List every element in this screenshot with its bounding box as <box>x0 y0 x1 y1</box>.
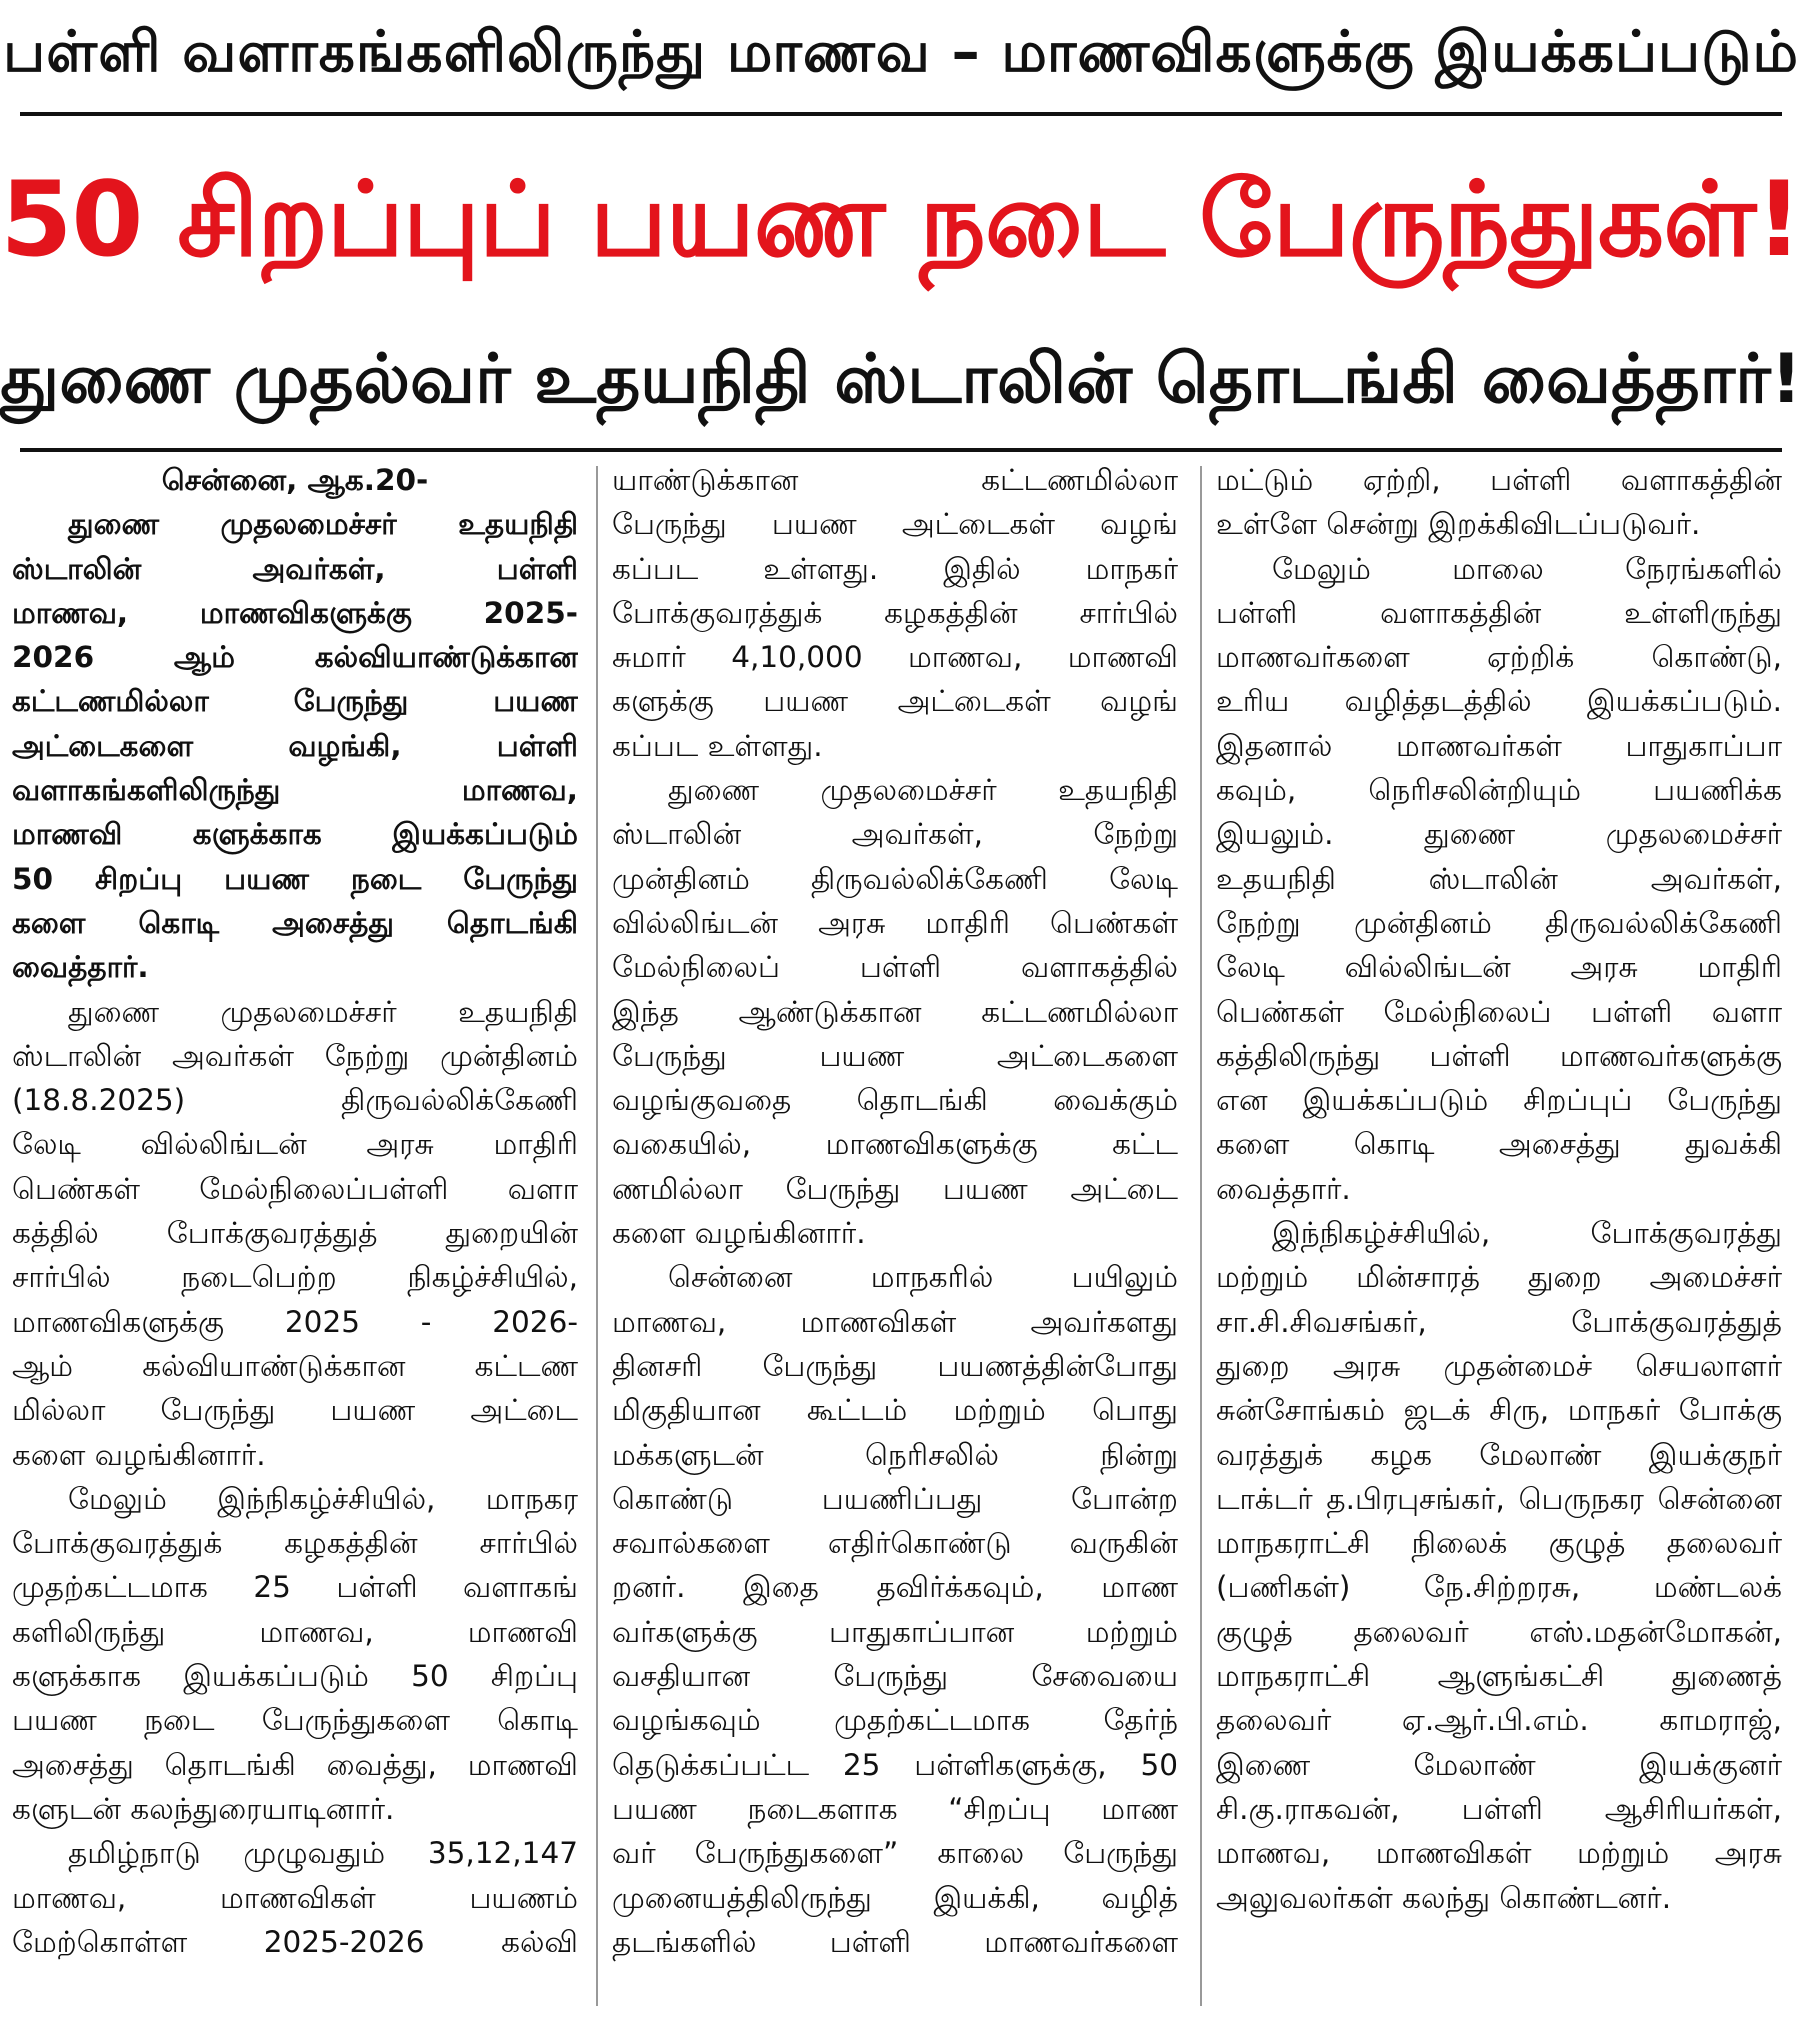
text-line: கட்டணமில்லா பேருந்து பயண <box>12 684 578 719</box>
text-line: பயண நடை பேருந்துகளை கொடி <box>12 1703 578 1738</box>
text-line: கப்பட உள்ளது. <box>612 728 823 763</box>
text-line: அலுவலர்கள் கலந்து கொண்டனர். <box>1216 1880 1672 1915</box>
text-line: பேருந்து பயண அட்டைகள் வழங் <box>612 507 1178 542</box>
text-line: கத்தில் போக்குவரத்துத் துறையின் <box>12 1216 578 1251</box>
text-line: இயலும். துணை முதலமைச்சர் <box>1216 817 1782 852</box>
text-line: ஆம் கல்வியாண்டுக்கான கட்டண <box>12 1348 578 1383</box>
text-line: மேற்கொள்ள 2025-2026 கல்வி <box>12 1924 578 1959</box>
text-line: போக்குவரத்துக் கழகத்தின் சார்பில் <box>612 595 1178 630</box>
text-line: சுமார் 4,10,000 மாணவ, மாணவி <box>612 640 1178 675</box>
text-line: சி.கு.ராகவன், பள்ளி ஆசிரியர்கள், <box>1216 1791 1782 1826</box>
dateline: சென்னை, ஆக.20- <box>161 463 429 497</box>
text-line: வில்லிங்டன் அரசு மாதிரி பெண்கள் <box>612 905 1178 940</box>
text-line: மாணவ, மாணவிகள் அவர்களது <box>612 1304 1178 1339</box>
text-line: துறை அரசு முதன்மைச் செயலாளர் <box>1216 1348 1782 1383</box>
text-line: டாக்டர் த.பிரபுசங்கர், பெருநகர சென்னை <box>1216 1481 1782 1516</box>
text-line: அசைத்து தொடங்கி வைத்து, மாணவி <box>12 1747 578 1782</box>
text-line: ஸ்டாலின் அவர்கள், நேற்று <box>612 817 1178 852</box>
text-line: மேல்நிலைப் பள்ளி வளாகத்தில் <box>612 950 1178 985</box>
text-line: பேருந்து பயண அட்டைகளை <box>612 1038 1178 1073</box>
text-line: முனையத்திலிருந்து இயக்கி, வழித் <box>612 1880 1178 1915</box>
text-line: சென்னை மாநகரில் பயிலும் <box>668 1260 1178 1295</box>
text-line: களை கொடி அசைத்து துவக்கி <box>1216 1127 1782 1162</box>
text-line: உதயநிதி ஸ்டாலின் அவர்கள், <box>1216 861 1782 896</box>
text-line: என இயக்கப்படும் சிறப்புப் பேருந்து <box>1216 1083 1782 1118</box>
text-line: மாநகராட்சி ஆளுங்கட்சி துணைத் <box>1216 1659 1782 1694</box>
text-line: இதனால் மாணவர்கள் பாதுகாப்பா <box>1216 728 1782 763</box>
text-line: லேடி வில்லிங்டன் அரசு மாதிரி <box>12 1127 578 1162</box>
text-line: மாணவ, மாணவிகள் மற்றும் அரசு <box>1216 1836 1782 1871</box>
column-divider <box>596 466 598 2006</box>
text-line: மாணவிகளுக்கு 2025 - 2026- <box>12 1304 578 1339</box>
text-line: வர்களுக்கு பாதுகாப்பான மற்றும் <box>612 1614 1178 1649</box>
text-line: யாண்டுக்கான கட்டணமில்லா <box>612 463 1178 497</box>
text-line: லேடி வில்லிங்டன் அரசு மாதிரி <box>1216 950 1782 985</box>
text-line: களை வழங்கினார். <box>12 1437 266 1472</box>
header-divider <box>20 448 1782 452</box>
text-line: வளாகங்களிலிருந்து மாணவ, <box>12 773 578 808</box>
text-line: அட்டைகளை வழங்கி, பள்ளி <box>12 728 578 763</box>
text-line: முன்தினம் திருவல்லிக்கேணி லேடி <box>612 861 1178 896</box>
text-line: போக்குவரத்துக் கழகத்தின் சார்பில் <box>12 1526 578 1561</box>
subheadline: துணை முதல்வர் உதயநிதி ஸ்டாலின் தொடங்கி வைத்தார்! <box>0 340 1802 419</box>
text-line: பெண்கள் மேல்நிலைப் பள்ளி வளா <box>1216 994 1782 1029</box>
text-line: களிலிருந்து மாணவ, மாணவி <box>12 1614 578 1649</box>
article-column-2 <box>612 458 1178 2014</box>
text-line: களுக்காக இயக்கப்படும் 50 சிறப்பு <box>12 1659 578 1694</box>
text-line: வைத்தார். <box>12 950 149 985</box>
text-line: மில்லா பேருந்து பயண அட்டை <box>12 1393 578 1428</box>
text-line: சா.சி.சிவசங்கர், போக்குவரத்துத் <box>1216 1304 1782 1339</box>
text-line: (18.8.2025) திருவல்லிக்கேணி <box>12 1083 578 1118</box>
text-line: துணை முதலமைச்சர் உதயநிதி <box>68 507 578 542</box>
text-line: மாநகராட்சி நிலைக் குழுத் தலைவர் <box>1216 1526 1782 1561</box>
text-line: மேலும் மாலை நேரங்களில் <box>1272 551 1782 586</box>
text-line: முதற்கட்டமாக 25 பள்ளி வளாகங் <box>12 1570 578 1605</box>
text-line: றனர். இதை தவிர்க்கவும், மாண <box>612 1570 1178 1605</box>
text-line: பெண்கள் மேல்நிலைப்பள்ளி வளா <box>12 1171 578 1206</box>
text-line: கப்பட உள்ளது. இதில் மாநகர் <box>612 551 1178 586</box>
text-line: மேலும் இந்நிகழ்ச்சியில், மாநகர <box>68 1481 578 1516</box>
text-line: ணமில்லா பேருந்து பயண அட்டை <box>612 1171 1178 1206</box>
text-line: மாணவ, மாணவிகள் பயணம் <box>12 1880 578 1915</box>
text-line: சவால்களை எதிர்கொண்டு வருகின் <box>612 1526 1178 1561</box>
text-line: பயண நடைகளாக “சிறப்பு மாண <box>612 1791 1178 1826</box>
text-line: களுக்கு பயண அட்டைகள் வழங் <box>612 684 1178 719</box>
text-line: மாணவர்களை ஏற்றிக் கொண்டு, <box>1216 640 1782 675</box>
text-line: மட்டும் ஏற்றி, பள்ளி வளாகத்தின் <box>1216 463 1782 497</box>
headline: 50 சிறப்புப் பயண நடை பேருந்துகள்! <box>0 160 1802 280</box>
text-line: வழங்குவதை தொடங்கி வைக்கும் <box>612 1083 1178 1118</box>
text-line: பள்ளி வளாகத்தின் உள்ளிருந்து <box>1216 595 1782 630</box>
text-line: சுன்சோங்கம் ஜடக் சிரு, மாநகர் போக்கு <box>1216 1393 1782 1428</box>
text-line: ஸ்டாலின் அவர்கள், பள்ளி <box>12 551 578 586</box>
top-divider <box>20 112 1782 116</box>
text-line: துணை முதலமைச்சர் உதயநிதி <box>668 773 1178 808</box>
text-line: இந்நிகழ்ச்சியில், போக்குவரத்து <box>1272 1216 1782 1251</box>
text-line: 2026 ஆம் கல்வியாண்டுக்கான <box>12 640 578 675</box>
text-line: 50 சிறப்பு பயண நடை பேருந்து <box>12 861 578 896</box>
text-line: கொண்டு பயணிப்பது போன்ற <box>612 1481 1178 1516</box>
text-line: உள்ளே சென்று இறக்கிவிடப்படுவர். <box>1216 507 1701 542</box>
text-line: துணை முதலமைச்சர் உதயநிதி <box>68 994 578 1029</box>
text-line: மற்றும் மின்சாரத் துறை அமைச்சர் <box>1216 1260 1782 1295</box>
article-column-3 <box>1216 458 1782 2014</box>
text-line: தலைவர் ஏ.ஆர்.பி.எம். காமராஜ், <box>1216 1703 1782 1738</box>
text-line: சார்பில் நடைபெற்ற நிகழ்ச்சியில், <box>12 1260 578 1295</box>
text-line: கவும், நெரிசலின்றியும் பயணிக்க <box>1216 773 1782 808</box>
text-line: மாணவ, மாணவிகளுக்கு 2025- <box>12 595 578 630</box>
text-line: வழங்கவும் முதற்கட்டமாக தேர்ந் <box>612 1703 1178 1738</box>
text-line: களுடன் கலந்துரையாடினார். <box>12 1791 395 1826</box>
text-line: வசதியான பேருந்து சேவையை <box>612 1659 1178 1694</box>
text-line: களை கொடி அசைத்து தொடங்கி <box>12 905 578 940</box>
text-line: களை வழங்கினார். <box>612 1216 866 1251</box>
text-line: உரிய வழித்தடத்தில் இயக்கப்படும். <box>1216 684 1782 719</box>
text-line: மாணவி களுக்காக இயக்கப்படும் <box>12 817 578 852</box>
text-line: வகையில், மாணவிகளுக்கு கட்ட <box>612 1127 1178 1162</box>
text-line: தெடுக்கப்பட்ட 25 பள்ளிகளுக்கு, 50 <box>612 1747 1178 1782</box>
text-line: (பணிகள்) நே.சிற்றரசு, மண்டலக் <box>1216 1570 1782 1605</box>
text-line: வைத்தார். <box>1216 1171 1351 1206</box>
text-line: மிகுதியான கூட்டம் மற்றும் பொது <box>612 1393 1178 1428</box>
article-column-1 <box>12 458 578 2014</box>
text-line: தமிழ்நாடு முழுவதும் 35,12,147 <box>68 1836 578 1871</box>
text-line: தினசரி பேருந்து பயணத்தின்போது <box>612 1348 1178 1383</box>
text-line: வர் பேருந்துகளை” காலை பேருந்து <box>612 1836 1178 1871</box>
text-line: இணை மேலாண் இயக்குனர் <box>1216 1747 1782 1782</box>
text-line: ஸ்டாலின் அவர்கள் நேற்று முன்தினம் <box>12 1038 578 1073</box>
text-line: வரத்துக் கழக மேலாண் இயக்குநர் <box>1216 1437 1782 1472</box>
text-line: நேற்று முன்தினம் திருவல்லிக்கேணி <box>1216 905 1782 940</box>
kicker-line: பள்ளி வளாகங்களிலிருந்து மாணவ – மாணவிகளுக்கு இயக்கப்படும் <box>3 20 1799 85</box>
text-line: மக்களுடன் நெரிசலில் நின்று <box>612 1437 1178 1472</box>
text-line: இந்த ஆண்டுக்கான கட்டணமில்லா <box>612 994 1178 1029</box>
column-divider <box>1200 466 1202 2006</box>
text-line: கத்திலிருந்து பள்ளி மாணவர்களுக்கு <box>1216 1038 1782 1073</box>
text-line: தடங்களில் பள்ளி மாணவர்களை <box>612 1924 1178 1959</box>
text-line: குழுத் தலைவர் எஸ்.மதன்மோகன், <box>1216 1614 1782 1649</box>
